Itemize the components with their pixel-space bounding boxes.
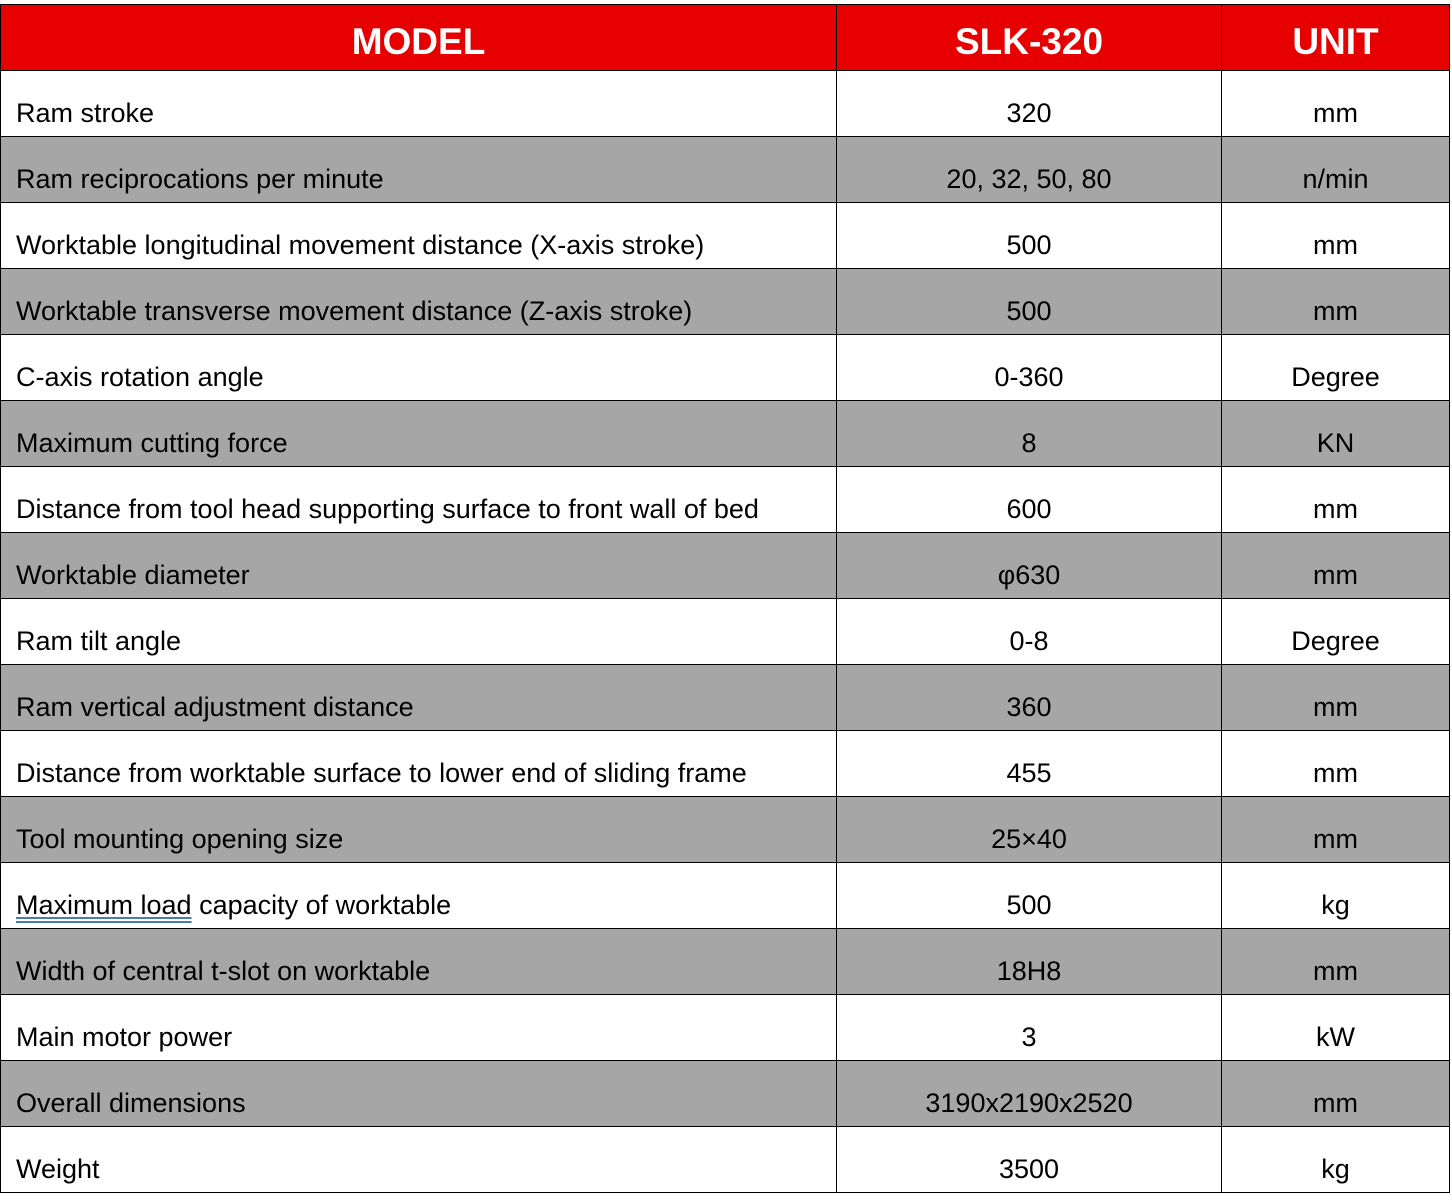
header-unit-label: UNIT bbox=[1222, 5, 1450, 71]
table-row bbox=[1, 137, 1450, 203]
param-cell bbox=[1, 863, 837, 929]
unit-cell: mm bbox=[1222, 797, 1450, 863]
param-cell: Width of central t-slot on worktable bbox=[1, 929, 837, 995]
value-cell: 3 bbox=[837, 995, 1222, 1061]
table-row bbox=[1, 269, 1450, 335]
table-row bbox=[1, 467, 1450, 533]
unit-cell: mm bbox=[1222, 665, 1450, 731]
value-cell: 3500 bbox=[837, 1127, 1222, 1193]
table-row bbox=[1, 929, 1450, 995]
unit-cell: mm bbox=[1222, 533, 1450, 599]
unit-cell: mm bbox=[1222, 731, 1450, 797]
value-cell: 0-360 bbox=[837, 335, 1222, 401]
value-cell: 18H8 bbox=[837, 929, 1222, 995]
unit-cell: Degree bbox=[1222, 335, 1450, 401]
param-cell: Worktable transverse movement distance (Z-axis stroke) bbox=[1, 269, 837, 335]
table-row bbox=[1, 797, 1450, 863]
param-cell: Weight bbox=[1, 1127, 837, 1193]
table-row bbox=[1, 401, 1450, 467]
unit-cell: KN bbox=[1222, 401, 1450, 467]
header-row bbox=[1, 5, 1450, 71]
value-cell: 455 bbox=[837, 731, 1222, 797]
param-cell: Tool mounting opening size bbox=[1, 797, 837, 863]
table-row bbox=[1, 335, 1450, 401]
value-cell: 20, 32, 50, 80 bbox=[837, 137, 1222, 203]
param-cell: Ram vertical adjustment distance bbox=[1, 665, 837, 731]
table-row bbox=[1, 665, 1450, 731]
unit-cell: mm bbox=[1222, 467, 1450, 533]
value-cell: 500 bbox=[837, 203, 1222, 269]
table-row bbox=[1, 599, 1450, 665]
param-cell: Distance from worktable surface to lower end of sliding frame bbox=[1, 731, 837, 797]
param-cell: Ram reciprocations per minute bbox=[1, 137, 837, 203]
param-cell: C-axis rotation angle bbox=[1, 335, 837, 401]
param-cell: Worktable diameter bbox=[1, 533, 837, 599]
param-cell: Maximum cutting force bbox=[1, 401, 837, 467]
unit-cell: mm bbox=[1222, 71, 1450, 137]
param-cell: Ram tilt angle bbox=[1, 599, 837, 665]
unit-cell: kg bbox=[1222, 1127, 1450, 1193]
value-cell: 3190x2190x2520 bbox=[837, 1061, 1222, 1127]
unit-cell: mm bbox=[1222, 929, 1450, 995]
table-row bbox=[1, 731, 1450, 797]
table-row bbox=[1, 863, 1450, 929]
value-cell: 500 bbox=[837, 863, 1222, 929]
value-cell: 360 bbox=[837, 665, 1222, 731]
value-cell: 500 bbox=[837, 269, 1222, 335]
param-cell: Ram stroke bbox=[1, 71, 837, 137]
unit-cell: mm bbox=[1222, 203, 1450, 269]
spec-table bbox=[0, 4, 1450, 1193]
value-cell: 0-8 bbox=[837, 599, 1222, 665]
unit-cell: kg bbox=[1222, 863, 1450, 929]
param-text: capacity of worktable bbox=[191, 890, 452, 920]
unit-cell: n/min bbox=[1222, 137, 1450, 203]
unit-cell: mm bbox=[1222, 1061, 1450, 1127]
table-row bbox=[1, 71, 1450, 137]
unit-cell: Degree bbox=[1222, 599, 1450, 665]
unit-cell: kW bbox=[1222, 995, 1450, 1061]
table-row bbox=[1, 533, 1450, 599]
table-row bbox=[1, 1127, 1450, 1193]
spellcheck-underlined-text: Maximum load bbox=[16, 890, 192, 920]
table-row bbox=[1, 1061, 1450, 1127]
table-row bbox=[1, 203, 1450, 269]
param-cell: Overall dimensions bbox=[1, 1061, 837, 1127]
header-model-value: SLK-320 bbox=[837, 5, 1222, 71]
param-cell: Main motor power bbox=[1, 995, 837, 1061]
param-cell: Worktable longitudinal movement distance (X-axis stroke) bbox=[1, 203, 837, 269]
value-cell: 600 bbox=[837, 467, 1222, 533]
value-cell: 8 bbox=[837, 401, 1222, 467]
param-cell: Distance from tool head supporting surface to front wall of bed bbox=[1, 467, 837, 533]
unit-cell: mm bbox=[1222, 269, 1450, 335]
header-model-label: MODEL bbox=[1, 5, 837, 71]
value-cell: φ630 bbox=[837, 533, 1222, 599]
value-cell: 320 bbox=[837, 71, 1222, 137]
value-cell: 25×40 bbox=[837, 797, 1222, 863]
table-row bbox=[1, 995, 1450, 1061]
